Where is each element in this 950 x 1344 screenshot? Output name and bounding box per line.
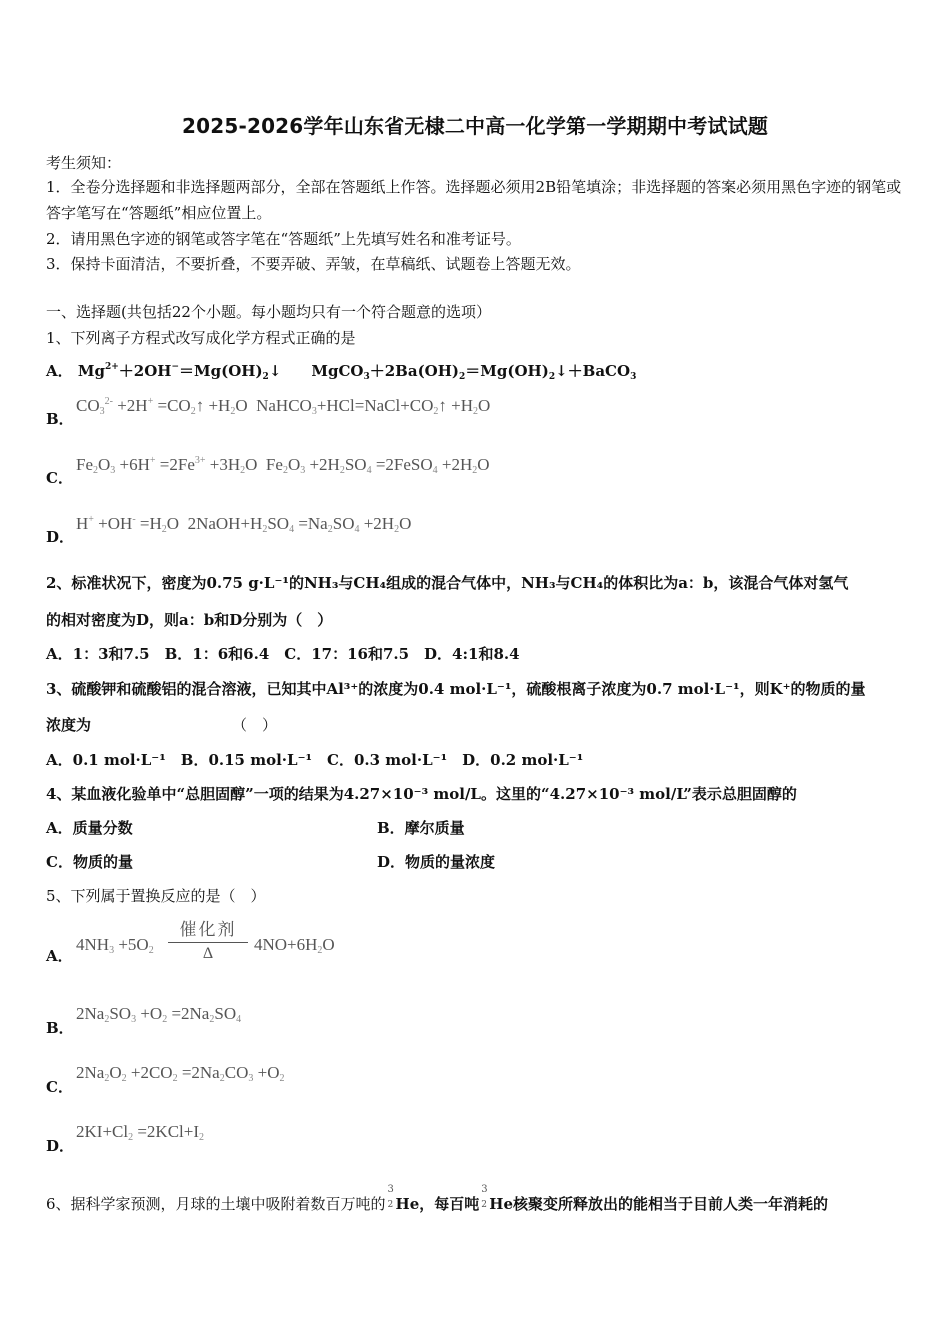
q5-a-label: A． <box>46 947 73 965</box>
q1-d-equation: $H^+ +OH^- =H_2O$ $2NaOH+H_2SO_4 =Na_2SO_4 +2H_2O$ <box>76 514 412 535</box>
page-title: 2025-2026学年山东省无棣二中高一化学第一学期期中考试试题 <box>181 114 769 138</box>
section-heading: 一、选择题(共包括22个小题。每小题均只有一个符合题意的选项） <box>46 303 491 321</box>
catalyst-label: 催化剂 <box>179 920 237 939</box>
heat-symbol: Δ <box>202 945 214 962</box>
notice-item-3: 3．保持卡面清洁，不要折叠，不要弄破、弄皱，在草稿纸、试题卷上答题无效。 <box>46 255 581 273</box>
q3-answer-blank: （ ） <box>232 716 278 734</box>
q5-c-label: C． <box>46 1078 73 1096</box>
q4-option-c: C．物质的量 <box>46 853 133 871</box>
q4-option-d: D．物质的量浓度 <box>377 853 496 871</box>
q5-a-reactants: $4NH_3 +5O_2$ <box>76 935 154 956</box>
helium-isotope-2 <box>479 1184 489 1214</box>
q5-stem: 5、下列属于置换反应的是（ ） <box>46 887 266 905</box>
q1-option-a <box>46 360 636 382</box>
q6-part3: He核聚变所释放出的能相当于目前人类一年消耗的 <box>489 1195 828 1213</box>
q1-c-label: C． <box>46 469 73 487</box>
reaction-arrow-line <box>168 942 248 943</box>
q1-a-equation: $Mg^{2+}+2OH^-=Mg(OH)_2↓$ $MgCO_3+2Ba(OH)_2=Mg(OH)_2↓+BaCO_3$ <box>77 362 637 382</box>
q5-d-equation: $2KI+Cl_2 =2KCl+I_2$ <box>76 1122 205 1143</box>
q5-a-reaction-condition <box>168 915 248 963</box>
q3-options: A．0.1 mol·L⁻¹ B．0.15 mol·L⁻¹ C．0.3 mol·L⁻¹ D．0.2 mol·L⁻¹ <box>46 751 584 769</box>
notice-item-2: 2．请用黑色字迹的钢笔或答字笔在“答题纸”上先填写姓名和准考证号。 <box>46 230 521 248</box>
mass-number: 3 <box>481 1184 488 1195</box>
q5-d-label: D． <box>46 1137 75 1155</box>
q5-c-equation: $2Na_2O_2 +2CO_2 =2Na_2CO_3 +O_2$ <box>76 1063 285 1084</box>
atomic-number: 2 <box>387 1200 394 1210</box>
q6-part1: 6、据科学家预测，月球的土壤中吸附着数百万吨的 <box>46 1195 386 1213</box>
q5-b-equation: $2Na_2SO_3 +O_2 =2Na_2SO_4$ <box>76 1004 242 1025</box>
q1-d-label: D． <box>46 528 75 546</box>
q2-stem-line1: 2、标准状况下，密度为0.75 g·L⁻¹的NH₃与CH₄组成的混合气体中，NH₃与CH₄的体积比为a：b，该混合气体对氢气 <box>46 574 849 592</box>
q1-b-label: B． <box>46 410 74 428</box>
q1-b-equation: $CO_3^{2-} +2H^+$ $=CO_2↑ +H_2O$ $NaHCO_3+HCl=NaCl+CO_2↑ +H_2O$ <box>76 396 491 417</box>
q5-a-products: $4NO+6H_2O$ <box>254 935 335 956</box>
atomic-number: 2 <box>481 1200 487 1210</box>
helium-isotope-1 <box>386 1184 396 1214</box>
q4-option-b: B．摩尔质量 <box>377 819 465 837</box>
q1-a-label: A． <box>46 362 73 380</box>
q6-stem <box>46 1184 828 1214</box>
mass-number: 3 <box>387 1184 394 1195</box>
q4-stem: 4、某血液化验单中“总胆固醇”一项的结果为4.27×10⁻³ mol/L。这里的“4.27×10⁻³ mol/L”表示总胆固醇的 <box>46 785 797 803</box>
q6-part2: He，每百吨 <box>395 1195 480 1213</box>
q3-stem-line2: 浓度为 <box>46 716 92 734</box>
q4-option-a: A．质量分数 <box>46 819 133 837</box>
notice-item-1: 1．全卷分选择题和非选择题两部分，全部在答题纸上作答。选择题必须用2B铅笔填涂；非选择题的答案必须用黑色字迹的钢笔或答字笔写在“答题纸”相应位置上。 <box>46 178 902 222</box>
q2-options: A．1：3和7.5 B．1：6和6.4 C．17：16和7.5 D．4:1和8.4 <box>46 645 520 663</box>
q5-b-label: B． <box>46 1019 74 1037</box>
q1-c-equation: $Fe_2O_3 +6H^+ =2Fe^{3+} +3H_2O$ $Fe_2O_3 +2H_2SO_4$ =2FeSO$_4$ $+2H_2O$ <box>76 455 490 476</box>
q1-stem: 1、下列离子方程式改写成化学方程式正确的是 <box>46 329 356 347</box>
notice-heading: 考生须知： <box>46 154 122 172</box>
q3-stem-line1: 3、硫酸钾和硫酸铝的混合溶液，已知其中Al³⁺的浓度为0.4 mol·L⁻¹，硫酸根离子浓度为0.7 mol·L⁻¹，则K⁺的物质的量 <box>46 680 866 698</box>
q2-stem-line2: 的相对密度为D，则a：b和D分别为（ ） <box>46 611 333 629</box>
